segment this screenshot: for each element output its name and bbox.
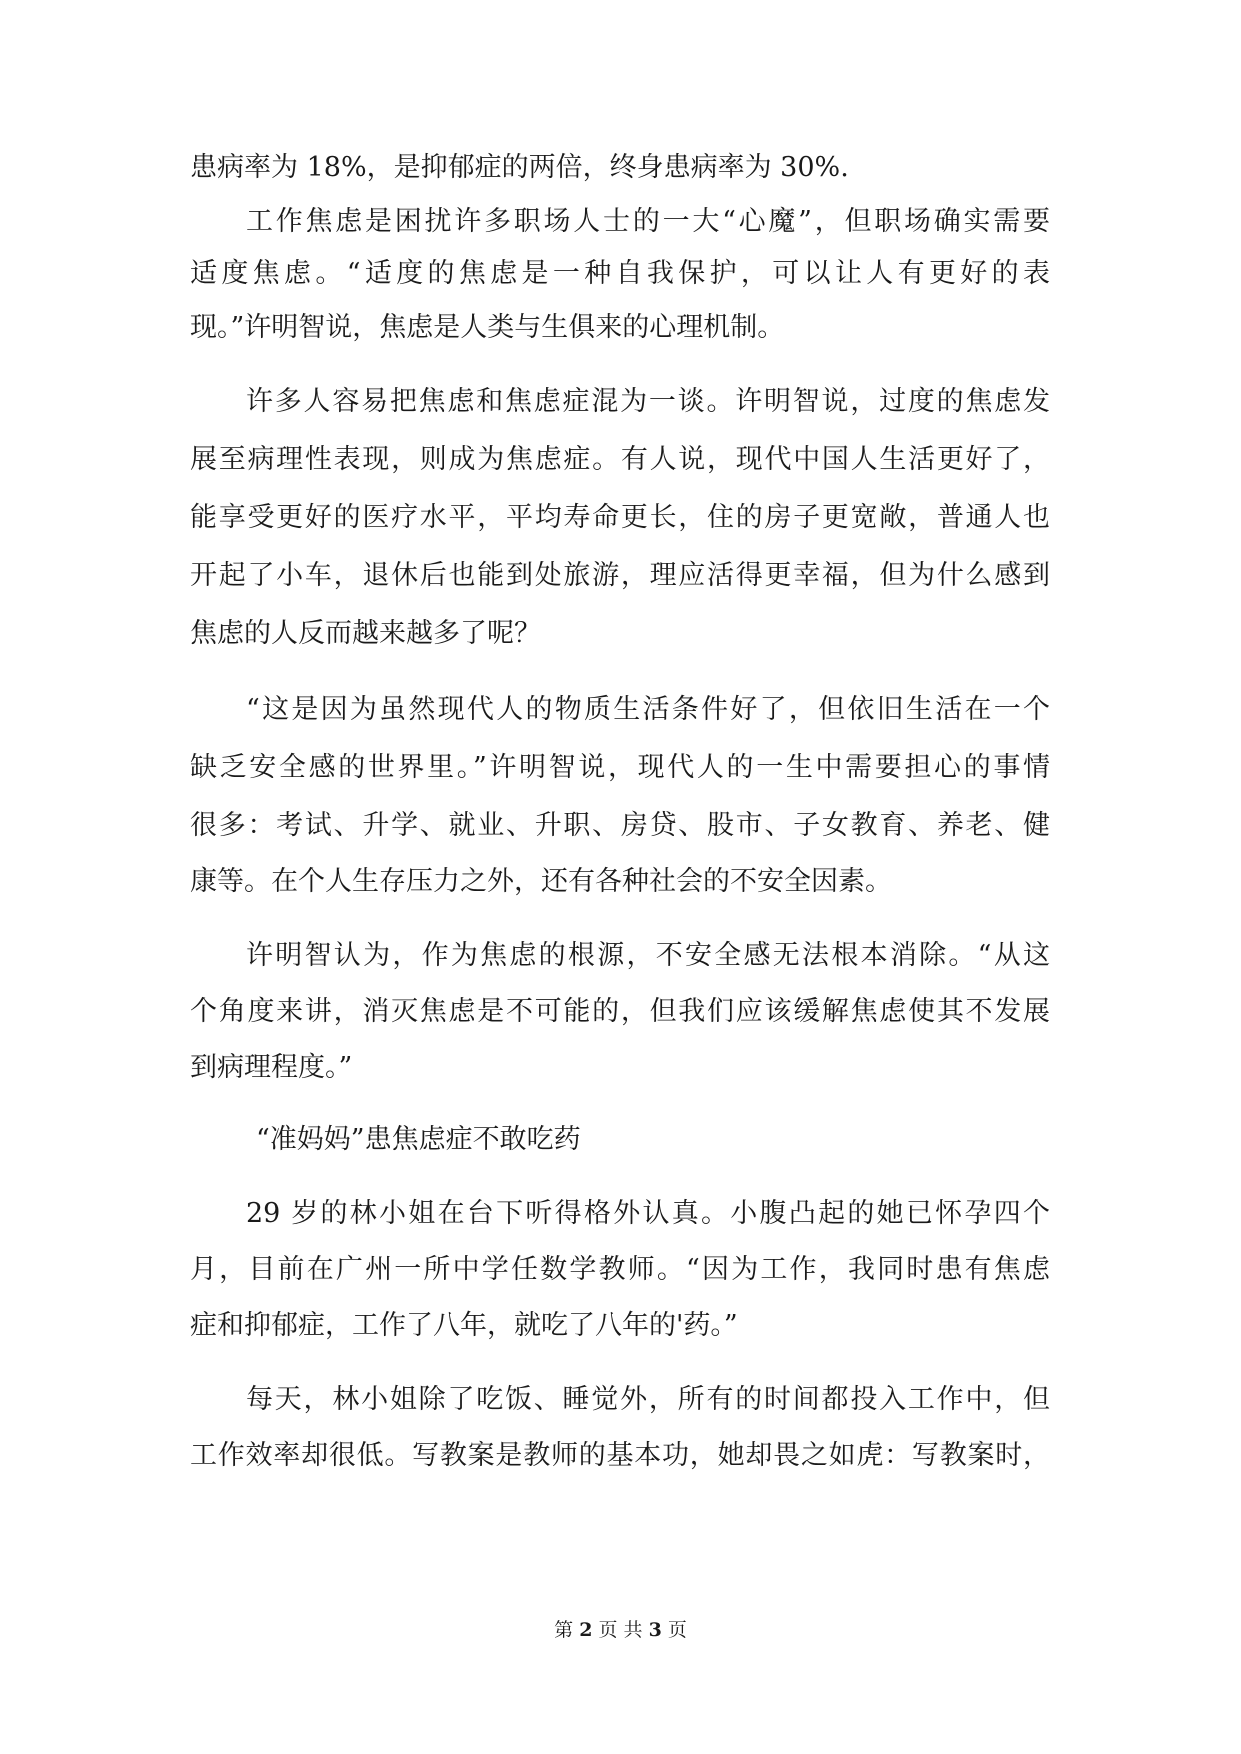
text-line: 个角度来讲，消灭焦虑是不可能的，但我们应该缓解焦虑使其不发展 <box>190 996 1050 1027</box>
text-line: 月，目前在广州一所中学任数学教师。“因为工作，我同时患有焦虑 <box>190 1254 1050 1285</box>
text-line: 许明智认为，作为焦虑的根源，不安全感无法根本消除。“从这 <box>246 940 1050 971</box>
text-line: 症和抑郁症，工作了八年，就吃了八年的'药。” <box>190 1310 738 1341</box>
text-line: 工作效率却很低。写教案是教师的基本功，她却畏之如虎：写教案时， <box>190 1440 1050 1471</box>
section-heading: “准妈妈”患焦虑症不敢吃药 <box>256 1124 581 1155</box>
current-page-number: 2 <box>579 1619 593 1641</box>
total-pages-number: 3 <box>648 1619 662 1641</box>
text-line: 工作焦虑是困扰许多职场人士的一大“心魔”，但职场确实需要 <box>246 206 1050 237</box>
text-line: 开起了小车，退休后也能到处旅游，理应活得更幸福，但为什么感到 <box>190 560 1050 591</box>
text-line: 焦虑的人反而越来越多了呢？ <box>190 618 541 649</box>
text-line: 康等。在个人生存压力之外，还有各种社会的不安全因素。 <box>190 866 892 897</box>
text-line: 展至病理性表现，则成为焦虑症。有人说，现代中国人生活更好了， <box>190 444 1050 475</box>
text-line: 到病理程度。” <box>190 1052 353 1083</box>
text-line: 缺乏安全感的世界里。”许明智说，现代人的一生中需要担心的事情 <box>190 752 1050 783</box>
text-line: 能享受更好的医疗水平，平均寿命更长，住的房子更宽敞，普通人也 <box>190 502 1050 533</box>
text-line: 适度焦虑。“适度的焦虑是一种自我保护，可以让人有更好的表 <box>190 258 1050 289</box>
footer-prefix: 第 <box>554 1619 574 1641</box>
footer-middle: 页 共 <box>598 1619 643 1641</box>
text-line: “这是因为虽然现代人的物质生活条件好了，但依旧生活在一个 <box>246 694 1050 725</box>
page-footer <box>0 1618 1241 1642</box>
text-line: 很多：考试、升学、就业、升职、房贷、股市、子女教育、养老、健 <box>190 810 1050 841</box>
text-line: 29 岁的林小姐在台下听得格外认真。小腹凸起的她已怀孕四个 <box>246 1198 1050 1229</box>
text-line: 许多人容易把焦虑和焦虑症混为一谈。许明智说，过度的焦虑发 <box>246 386 1050 417</box>
text-line: 每天，林小姐除了吃饭、睡觉外，所有的时间都投入工作中，但 <box>246 1384 1050 1415</box>
text-line: 现。”许明智说，焦虑是人类与生俱来的心理机制。 <box>190 312 785 343</box>
text-line: 患病率为 18%，是抑郁症的两倍，终身患病率为 30%. <box>190 152 849 183</box>
footer-suffix: 页 <box>667 1619 687 1641</box>
